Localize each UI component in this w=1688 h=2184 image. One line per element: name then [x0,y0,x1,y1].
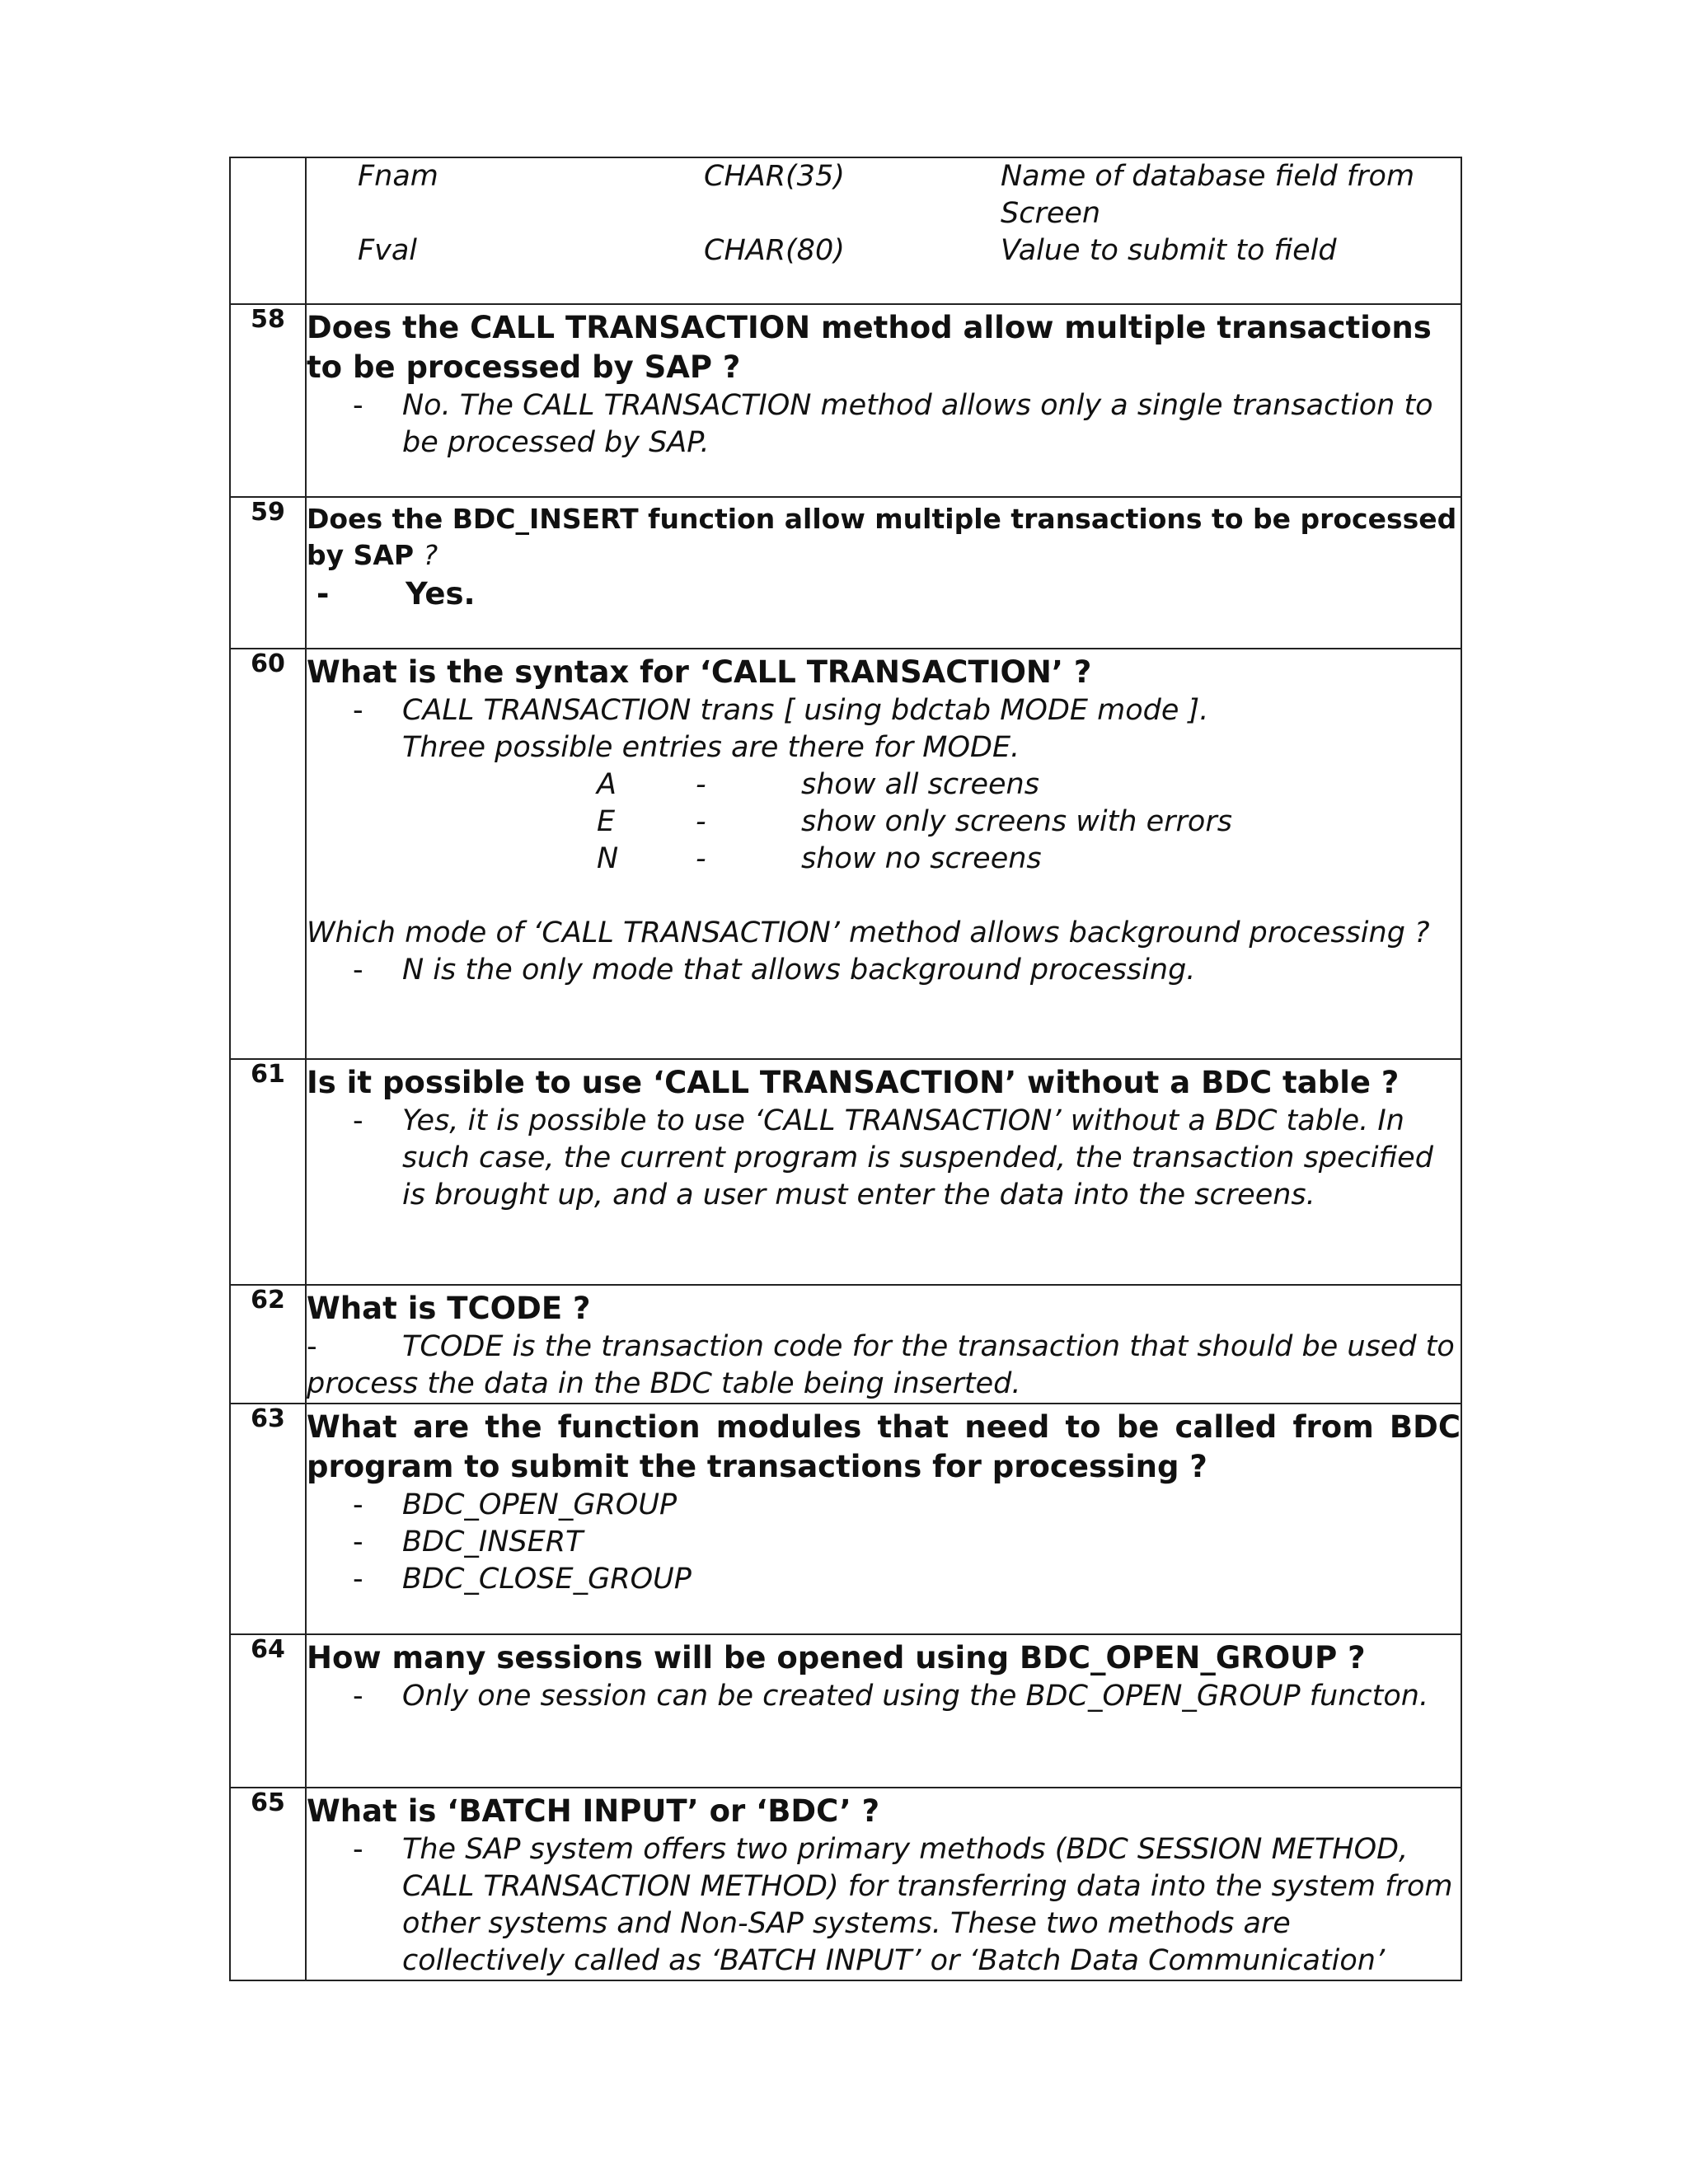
table-row [230,157,1461,304]
answer-item [307,1103,1461,1214]
mode-dash: - [696,842,706,875]
question-text: Does the CALL TRANSACTION method allow multiple transactions to be processed by SAP ? [307,310,1432,385]
question-block [307,501,1461,574]
bullet-dash: - [316,576,330,612]
answer-text: No. The CALL TRANSACTION method allows only a single transaction to be processed by SAP. [402,389,1433,459]
qa-cell [306,497,1461,649]
answer-item [307,574,1461,615]
question-number: 59 [230,497,306,649]
bullet-dash: - [353,389,363,422]
table-row [230,1634,1461,1788]
bullet-dash: - [353,1526,363,1558]
qa-cell [306,1404,1461,1634]
question-text: How many sessions will be opened using BDC_OPEN_GROUP ? [307,1640,1366,1675]
function-module-name: BDC_OPEN_GROUP [402,1488,678,1521]
question-text: What is TCODE ? [307,1291,591,1326]
question-text: What are the function modules that need to be called from BDC program to submit the transactions for processing ? [307,1409,1461,1484]
mode-description: show no screens [801,842,1042,875]
table-row [230,1788,1461,1980]
field-type: CHAR(80) [704,234,845,267]
qa-cell [306,1634,1461,1788]
field-definition-cell [306,157,1461,304]
mode-row-n [307,841,1461,878]
list-item [307,1524,1461,1561]
answer-item [307,952,1461,989]
table-row [230,1404,1461,1634]
question-mark: ? [423,539,438,571]
question-number: 60 [230,649,306,1059]
field-description: Value to submit to field [1001,234,1337,267]
field-description: Name of database field from Screen [1001,160,1415,230]
qa-cell [306,304,1461,497]
table-row [230,304,1461,497]
bullet-dash: - [307,1330,317,1363]
table-row [230,649,1461,1059]
qa-cell [306,1059,1461,1285]
question-number: 63 [230,1404,306,1634]
mode-code: A [597,768,617,801]
function-module-name: BDC_INSERT [402,1526,584,1558]
answer-text: Yes, it is possible to use ‘CALL TRANSACTION’ without a BDC table. In such case, the current program is suspended, the transaction specified is brought up, and a user must enter the data into the screens. [402,1104,1433,1212]
mode-dash: - [696,768,706,801]
mode-code: N [597,842,619,875]
qa-cell [306,1285,1461,1404]
question-text: What is ‘BATCH INPUT’ or ‘BDC’ ? [307,1793,880,1829]
bullet-dash: - [353,1104,363,1137]
answer-text: The SAP system offers two primary methods (BDC SESSION METHOD, CALL TRANSACTION METHOD) for transferring data into the system from other systems and Non-SAP systems. These two methods are collectively called as ‘BATCH INPUT’ or ‘Batch Data Communication’ [402,1833,1453,1977]
bullet-dash: - [353,954,363,987]
mode-description: show only screens with errors [801,805,1232,838]
field-row-fval [307,232,1461,269]
answer-text: TCODE is the transaction code for the transaction that should be used to process the data in the BDC table being inserted. [307,1330,1455,1400]
field-name: Fnam [358,160,438,193]
bullet-dash: - [353,1680,363,1713]
answer-text: N is the only mode that allows background processing. [402,954,1196,987]
question-number: 65 [230,1788,306,1980]
row-number-empty [230,157,306,304]
question-number: 58 [230,304,306,497]
answer-text: Yes. [406,576,476,612]
list-item [307,1561,1461,1598]
question-number: 61 [230,1059,306,1285]
question-number: 62 [230,1285,306,1404]
field-row-fnam [307,158,1461,232]
answer-item [307,692,1461,729]
answer-item [307,1678,1461,1715]
mode-dash: - [696,805,706,838]
mode-code: E [597,805,616,838]
bullet-dash: - [353,1833,363,1866]
bullet-dash: - [353,1563,363,1596]
bullet-dash: - [353,694,363,727]
qa-cell [306,1788,1461,1980]
answer-text: CALL TRANSACTION trans [ using bdctab MODE mode ]. [402,694,1209,727]
mode-row-a [307,766,1461,804]
followup-question: Which mode of ‘CALL TRANSACTION’ method allows background processing ? [307,916,1430,949]
function-module-name: BDC_CLOSE_GROUP [402,1563,692,1596]
question-text: Is it possible to use ‘CALL TRANSACTION’ without a BDC table ? [307,1065,1400,1100]
field-name: Fval [358,234,418,267]
question-number: 64 [230,1634,306,1788]
table-row [230,1059,1461,1285]
question-text: What is the syntax for ‘CALL TRANSACTION’ ? [307,654,1092,690]
qa-table [229,157,1462,1981]
question-text: Does the BDC_INSERT function allow multiple transactions to be processed by SAP [307,503,1457,571]
answer-text: Only one session can be created using the BDC_OPEN_GROUP functon. [402,1680,1429,1713]
answer-continuation: Three possible entries are there for MODE. [402,731,1020,764]
table-row [230,497,1461,649]
answer-item [307,1831,1461,1980]
qa-cell [306,649,1461,1059]
bullet-dash: - [353,1488,363,1521]
field-type: CHAR(35) [704,160,845,193]
mode-row-e [307,804,1461,841]
mode-description: show all screens [801,768,1039,801]
answer-item [307,387,1461,462]
table-row [230,1285,1461,1404]
answer-item [307,1329,1461,1403]
list-item [307,1487,1461,1524]
